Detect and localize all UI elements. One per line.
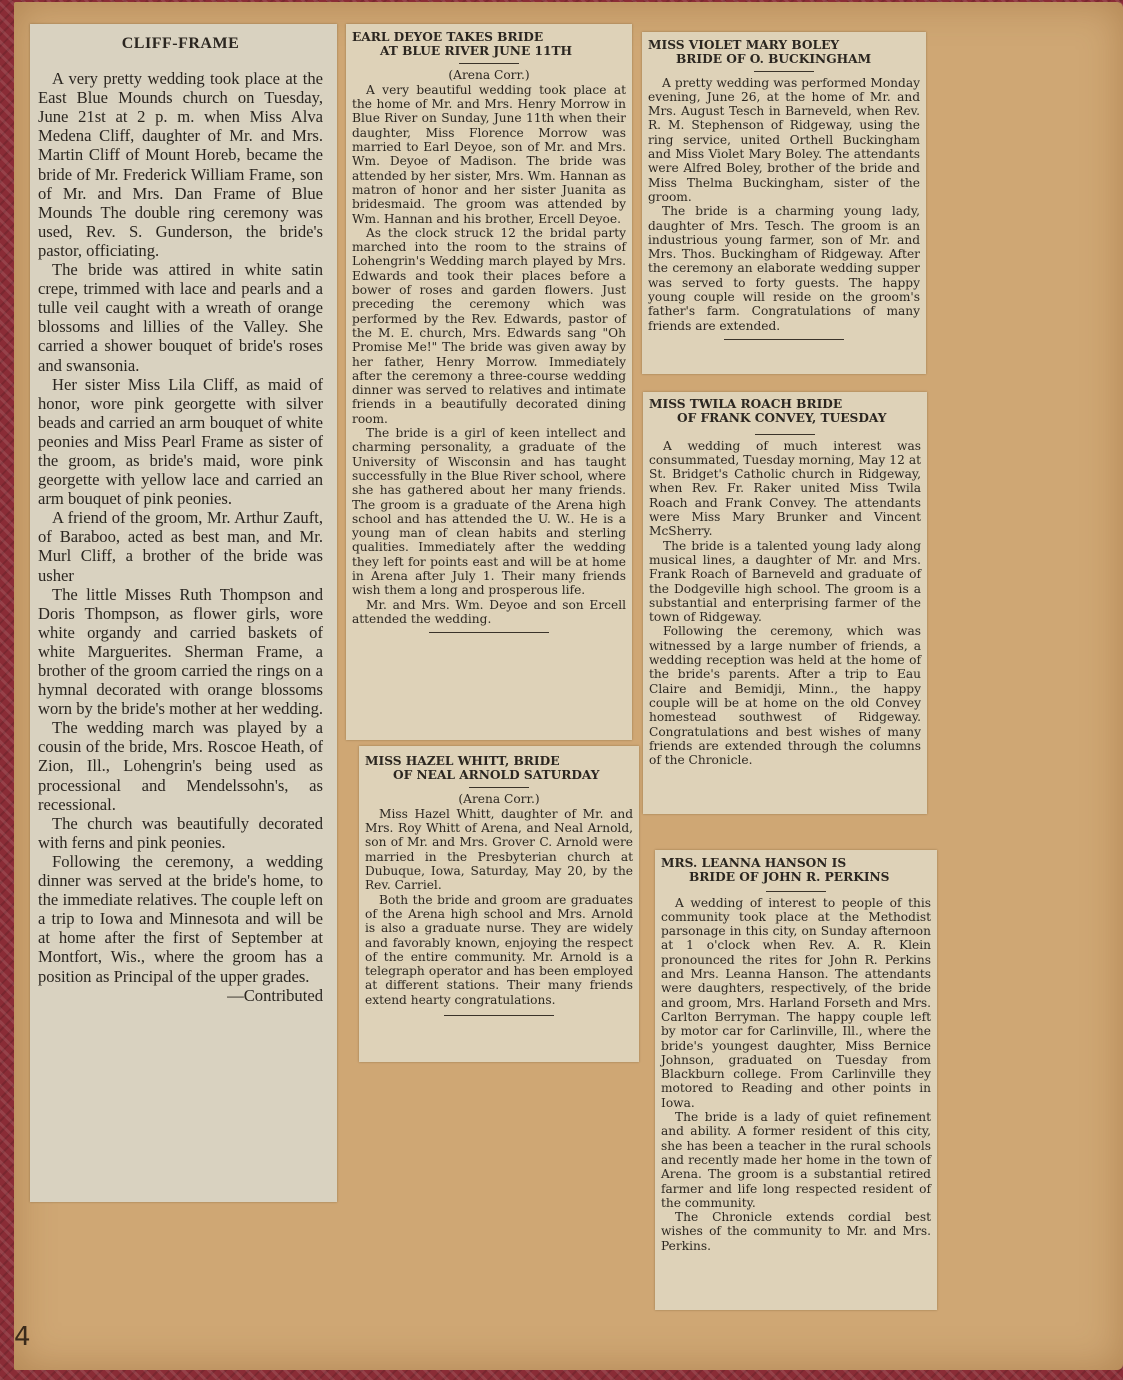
headline-line: MISS HAZEL WHITT, BRIDE	[365, 754, 560, 768]
clipping-paragraph: The bride was attired in white satin crepe, trimmed with lace and pearls and a tulle veil caught with a wreath of orange blossoms and lillies of the Valley. She carried a shower bouquet of bride's roses and swansonia.	[38, 260, 323, 375]
headline-line: OF FRANK CONVEY, TUESDAY	[677, 411, 887, 426]
clipping-paragraph: The bride is a girl of keen intellect and charming personality, a graduate of the University of Wisconsin and has taught successfully in the Blue River school, where she has gathered about her many friends. The groom is a graduate of the Arena high school and has attended the U. W.. He is a young man of clean habits and sterling qualities. Immediately after the wedding they left for points east and will be at home in Arena after July 1. Their many friends wish them a long and prosperous life.	[352, 426, 626, 598]
clipping-headline	[649, 397, 921, 426]
clipping-whitt	[359, 746, 639, 1062]
divider	[724, 339, 844, 340]
clipping-deyoe	[346, 24, 632, 740]
headline-line: MRS. LEANNA HANSON IS	[661, 856, 847, 870]
headline-line: BRIDE OF O. BUCKINGHAM	[676, 52, 872, 67]
clipping-paragraph: The bride is a lady of quiet refinement and ability. A former resident of this city, she has been a teacher in the rural schools and recently made her home in the town of Arena. The groom is a substantial retired farmer and life long respected resident of the community.	[661, 1110, 931, 1210]
clipping-paragraph: Miss Hazel Whitt, daughter of Mr. and Mrs. Roy Whitt of Arena, and Neal Arnold, son of Mr. and Mrs. Grover C. Arnold were married in the Presbyterian church at Dubuque, Iowa, Saturday, May 20, by the Rev. Carriel.	[365, 806, 633, 893]
clipping-paragraph: Mr. and Mrs. Wm. Deyoe and son Ercell attended the wedding.	[352, 597, 626, 626]
clipping-paragraph: The little Misses Ruth Thompson and Doris Thompson, as flower girls, wore white organdy and carried baskets of white Marguerites. Sherman Frame, a brother of the groom carried the rings on a hymnal decorated with orange blossoms worn by the bride's mother at her wedding.	[38, 584, 324, 719]
headline-line: MISS TWILA ROACH BRIDE	[649, 397, 843, 411]
clipping-paragraph: Following the ceremony, which was witnessed by a large number of friends, a wedding reception was held at the home of the bride's parents. After a trip to Eau Claire and Bemidji, Minn., the happy couple will be at home on the old Convey homestead southwest of Ridgeway. Congratulations and best wishes of many friends are extended through the columns of the Chronicle.	[649, 624, 921, 768]
clipping-paragraph: The wedding march was played by a cousin of the bride, Mrs. Roscoe Heath, of Zion, Ill., Lohengrin's being used as processional and Mendelssohn's, as recessional.	[38, 718, 323, 814]
clipping-paragraph: A very pretty wedding took place at the East Blue Mounds church on Tuesday, June 21st at 2 p. m. when Miss Alva Medena Cliff, daughter of Mr. and Mrs. Martin Cliff of Mount Horeb, became the bride of Mr. Frederick William Frame, son of Mr. and Mrs. Dan Frame of Blue Mounds The double ring ceremony was used, Rev. S. Gunderson, the bride's pastor, officiating.	[38, 69, 323, 260]
headline-line: BRIDE OF JOHN R. PERKINS	[689, 870, 890, 885]
clipping-headline	[661, 856, 931, 885]
clipping-roach	[643, 392, 927, 814]
clipping-cliff-frame	[30, 24, 337, 1202]
clipping-paragraph: Both the bride and groom are graduates of the Arena high school and Mrs. Arnold is also a graduate nurse. They are widely and favorably known, enjoying the respect of the entire community. Mr. Arnold is a telegraph operator and has been employed at different stations. Their many friends extend hearty congratulations.	[365, 892, 633, 1007]
divider	[459, 63, 519, 64]
headline-line: AT BLUE RIVER JUNE 11TH	[380, 44, 573, 59]
clipping-paragraph: A wedding of much interest was consummated, Tuesday morning, May 12 at St. Bridget's Catholic church in Ridgeway, when Rev. Fr. Raker united Miss Twila Roach and Frank Convey. The attendants were Miss Mary Brunker and Vincent McSherry.	[649, 438, 921, 539]
divider	[429, 632, 549, 633]
clipping-byline: (Arena Corr.)	[458, 791, 540, 806]
page-number: 4	[14, 1322, 31, 1352]
clipping-signature: —Contributed	[227, 985, 323, 1005]
clipping-paragraph: A wedding of interest to people of this community took place at the Methodist parsonage in this city, on Sunday afternoon at 1 o'clock when Rev. A. R. Klein pronounced the rites for John R. Perkins and Mrs. Leanna Hanson. The attendants were daughters, respectively, of the bride and groom, Mrs. Harland Forseth and Mrs. Carlton Berryman. The happy couple left by motor car for Carlinville, Ill., where the bride's youngest daughter, Miss Bernice Johnson, graduated on Tuesday from Blackburn college. From Carlinville they motored to Reading and other points in Iowa.	[661, 895, 931, 1110]
divider	[444, 1015, 554, 1016]
divider	[766, 891, 826, 892]
clipping-headline	[648, 38, 920, 67]
clipping-paragraph: Following the ceremony, a wedding dinner was served at the bride's home, to the immediate relatives. The couple left on a trip to Iowa and Minnesota and will be at home after the first of September at Montfort, Wis., where the groom has a position as Principal of the upper grades.	[38, 851, 323, 986]
clipping-paragraph: The bride is a charming young lady, daughter of Mrs. Tesch. The groom is an industrious young farmer, son of Mr. and Mrs. Thos. Buckingham of Ridgeway. After the ceremony an elaborate wedding supper was served to forty guests. The happy young couple will reside on the groom's father's farm. Congratulations of many friends are extended.	[648, 204, 920, 333]
clipping-paragraph: A very beautiful wedding took place at the home of Mr. and Mrs. Henry Morrow in Blue River on Sunday, June 11th when their daughter, Miss Florence Morrow was married to Earl Deyoe, son of Mr. and Mrs. Wm. Deyoe of Madison. The bride was attended by her sister, Mrs. Wm. Hannan as matron of honor and her sister Juanita as bridesmaid. The groom was attended by Wm. Hannan and his brother, Ercell Deyoe.	[352, 82, 626, 226]
clipping-paragraph: A friend of the groom, Mr. Arthur Zauft, of Baraboo, acted as best man, and Mr. Murl Cliff, a brother of the bride was usher	[38, 508, 323, 585]
clipping-headline	[352, 30, 626, 59]
clipping-hanson	[655, 850, 937, 1310]
clipping-paragraph: As the clock struck 12 the bridal party marched into the room to the strains of Lohengrin's Wedding march played by Mrs. Edwards and took their places before a bower of roses and garden flowers. Just preceding the ceremony which was performed by the Rev. Edwards, pastor of the M. E. church, Mrs. Edwards sang "Oh Promise Me!" The bride was given away by her father, Henry Morrow. Immediately after the ceremony a three-course wedding dinner was served to relatives and intimate friends in a beautifully decorated dining room.	[352, 225, 626, 426]
clipping-paragraph: The church was beautifully decorated with ferns and pink peonies.	[38, 813, 323, 852]
divider	[754, 71, 814, 72]
clipping-paragraph: A pretty wedding was performed Monday evening, June 26, at the home of Mr. and Mrs. August Tesch in Barneveld, when Rev. R. M. Stephenson of Ridgeway, using the ring service, united Orthell Buckingham and Miss Violet Mary Boley. The attendants were Alfred Boley, brother of the bride and Miss Thelma Buckingham, sister of the groom.	[648, 75, 920, 204]
clipping-paragraph: The bride is a talented young lady along musical lines, a daughter of Mr. and Mrs. Frank Roach of Barneveld and graduate of the Dodgeville high school. The groom is a substantial and enterprising farmer of the town of Ridgeway.	[649, 538, 921, 625]
clipping-headline	[365, 754, 633, 783]
clipping-boley	[642, 32, 926, 374]
clipping-byline: (Arena Corr.)	[448, 67, 530, 82]
clipping-paragraph: The Chronicle extends cordial best wishes of the community to Mr. and Mrs. Perkins.	[661, 1210, 931, 1253]
headline-line: OF NEAL ARNOLD SATURDAY	[393, 768, 600, 783]
clipping-headline: CLIFF-FRAME	[121, 35, 240, 52]
divider	[469, 787, 529, 788]
divider	[755, 434, 815, 435]
clipping-paragraph: Her sister Miss Lila Cliff, as maid of honor, wore pink georgette with silver beads and carried an arm bouquet of white peonies and Miss Pearl Frame as sister of the groom, as bride's maid, wore pink georgette with yellow lace and carried an arm bouquet of pink peonies.	[38, 374, 323, 509]
headline-line: EARL DEYOE TAKES BRIDE	[352, 30, 544, 44]
headline-line: MISS VIOLET MARY BOLEY	[648, 38, 840, 52]
